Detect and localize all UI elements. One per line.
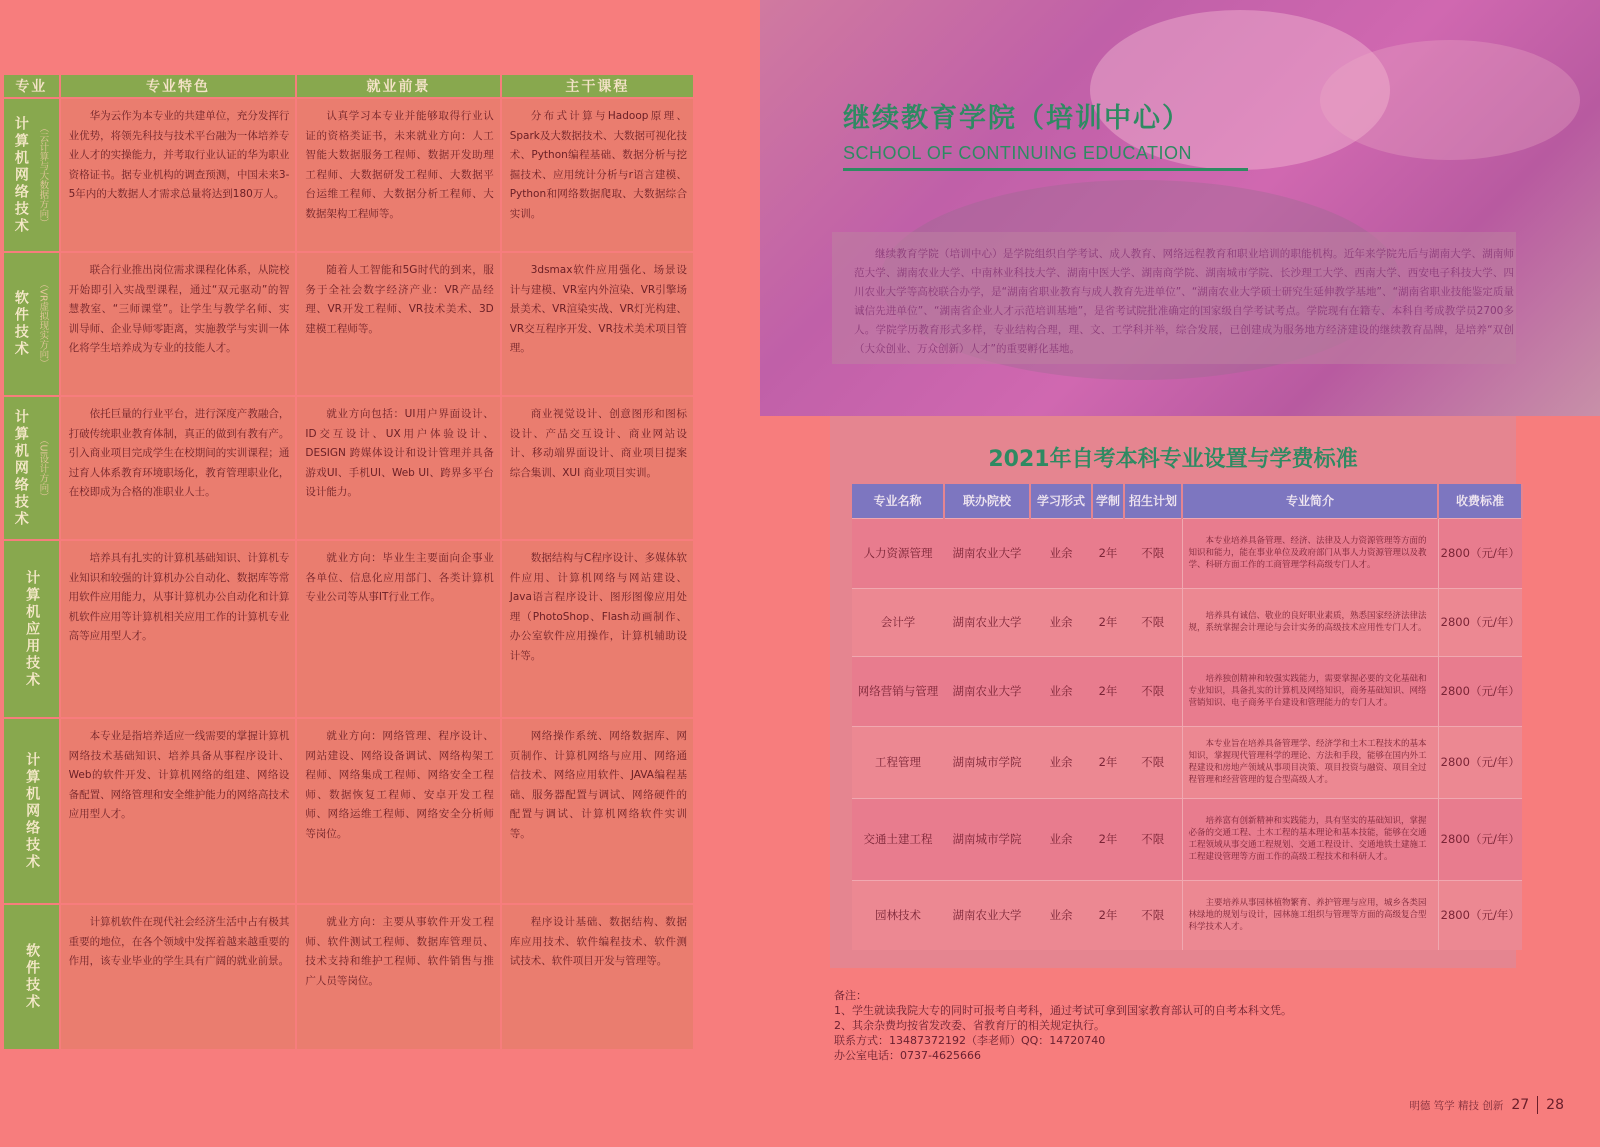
- table-row: [4, 905, 693, 1049]
- major-cell: [4, 541, 59, 717]
- enrollment-plan: 不限: [1124, 656, 1182, 726]
- header-school: 联办院校: [944, 484, 1030, 518]
- study-form: 业余: [1030, 656, 1092, 726]
- fee: 2800（元/年）: [1438, 880, 1522, 950]
- school-name: 湖南农业大学: [944, 880, 1030, 950]
- courses-cell: 商业视觉设计、创意图形和图标设计、产品交互设计、商业网站设计、移动端界面设计、商业项目提案综合集训、XUI 商业项目实训。: [502, 397, 693, 539]
- notes-heading: 备注：: [834, 989, 867, 1002]
- courses-cell: 分布式计算与Hadoop原理、Spark及大数据技术、大数据可视化技术、Python编程基础、数据分析与挖掘技术、应用统计分析与r语言建模、Python和网络数据爬取、大数据综合实训。: [502, 99, 693, 251]
- fee-table: [852, 484, 1523, 950]
- major-cell: [4, 719, 59, 903]
- courses-cell: 数据结构与C程序设计、多媒体软件应用、计算机网络与网站建设、Java语言程序设计、图形图像应用处理（PhotoShop、Flash动画制作、办公室软件应用操作，计算机辅助设计等。: [502, 541, 693, 717]
- study-form: 业余: [1030, 798, 1092, 880]
- contact-line: 联系方式：13487372192（李老师）QQ：14720740: [834, 1034, 1106, 1047]
- page-title: 继续教育学院（培训中心）: [843, 103, 1191, 134]
- major-cell: [4, 397, 59, 539]
- enrollment-plan: 不限: [1124, 726, 1182, 798]
- fee: 2800（元/年）: [1438, 518, 1522, 588]
- table-row: [852, 726, 1522, 798]
- office-phone-line: 办公室电话：0737-4625666: [834, 1049, 981, 1062]
- feature-cell: 华为云作为本专业的共建单位，充分发挥行业优势，将领先科技与技术平台融为一体培养专业人才的实操能力，并考取行业认证的华为职业资格证书。据专业机构的调查预测，中国未来3-5年内的大数据人才需求总量将达到180万人。: [61, 99, 296, 251]
- major-name: 工程管理: [852, 726, 944, 798]
- major-intro: 培养独创精神和较强实践能力，需要掌握必要的文化基础和专业知识，具备扎实的计算机及网络知识，商务基础知识、网络营销知识、电子商务平台建设和管理能力的专门人才。: [1182, 656, 1438, 726]
- study-form: 业余: [1030, 880, 1092, 950]
- study-years: 2年: [1092, 518, 1124, 588]
- table-row: [4, 541, 693, 717]
- study-form: 业余: [1030, 726, 1092, 798]
- study-years: 2年: [1092, 798, 1124, 880]
- career-cell: 认真学习本专业并能够取得行业认证的资格类证书，未来就业方向：人工智能大数据服务工程师、数据开发助理工程师、大数据研发工程师、大数据平台运维工程师、大数据分析工程师、大数据架构工程师等。: [297, 99, 499, 251]
- table-row: [4, 397, 693, 539]
- fee: 2800（元/年）: [1438, 588, 1522, 656]
- study-form: 业余: [1030, 588, 1092, 656]
- major-direction: （UI设计方向）: [37, 434, 49, 502]
- fee-table-header: [852, 484, 1522, 518]
- study-form: 业余: [1030, 518, 1092, 588]
- courses-cell: 3dsmax软件应用强化、场景设计与建模、VR室内外渲染、VR引擎场景美术、VR渲染实战、VR灯光构建、VR交互程序开发、VR技术美术项目管理。: [502, 253, 693, 395]
- header-intro: 专业简介: [1182, 484, 1438, 518]
- school-name: 湖南城市学院: [944, 798, 1030, 880]
- major-name: 计算机网络技术: [12, 408, 29, 528]
- note-line: 2、其余杂费均按省发改委、省教育厅的相关规定执行。: [834, 1019, 1105, 1032]
- major-name: 会计学: [852, 588, 944, 656]
- career-cell: 随着人工智能和5G时代的到来，服务于全社会数字经济产业：VR产品经理、VR开发工程师、VR技术美术、3D建模工程师等。: [297, 253, 499, 395]
- major-name: 软件技术: [24, 943, 41, 1011]
- notes-block: [834, 988, 1292, 1063]
- table-row: [852, 798, 1522, 880]
- major-name: 交通土建工程: [852, 798, 944, 880]
- table-row: [852, 518, 1522, 588]
- enrollment-plan: 不限: [1124, 798, 1182, 880]
- title-underline: [843, 168, 1248, 171]
- header-years: 学制: [1092, 484, 1124, 518]
- header-fee: 收费标准: [1438, 484, 1522, 518]
- school-name: 湖南城市学院: [944, 726, 1030, 798]
- feature-cell: 计算机软件在现代社会经济生活中占有极其重要的地位，在各个领域中发挥着越来越重要的作用，该专业毕业的学生具有广阔的就业前景。: [61, 905, 296, 1049]
- table-row: [4, 253, 693, 395]
- header-plan: 招生计划: [1124, 484, 1182, 518]
- table-row: [852, 588, 1522, 656]
- major-cell: [4, 905, 59, 1049]
- school-name: 湖南农业大学: [944, 518, 1030, 588]
- enrollment-plan: 不限: [1124, 588, 1182, 656]
- table-row: [4, 99, 693, 251]
- major-intro: 培养具有诚信、敬业的良好职业素质，熟悉国家经济法律法规，系统掌握会计理论与会计实务的高级技术应用性专门人才。: [1182, 588, 1438, 656]
- major-direction: （VR虚拟现实方向）: [37, 279, 49, 369]
- major-direction: （云计算与大数据方向）: [37, 122, 49, 228]
- study-years: 2年: [1092, 726, 1124, 798]
- major-name: 计算机网络技术: [12, 115, 29, 235]
- study-years: 2年: [1092, 880, 1124, 950]
- majors-table-header: [4, 75, 693, 97]
- major-cell: [4, 253, 59, 395]
- major-intro: 主要培养从事园林植物繁育、养护管理与应用，城乡各类园林绿地的规划与设计，园林施工组织与管理等方面的高级复合型科学技术人才。: [1182, 880, 1438, 950]
- major-name: 计算机网络技术: [24, 751, 41, 871]
- career-cell: 就业方向：毕业生主要面向企事业各单位、信息化应用部门、各类计算机专业公司等从事IT行业工作。: [297, 541, 499, 717]
- major-name: 软件技术: [12, 289, 29, 358]
- header-courses: 主干课程: [502, 75, 693, 97]
- page-footer: [1409, 1096, 1564, 1114]
- career-cell: 就业方向：主要从事软件开发工程师、软件测试工程师、数据库管理员、技术支持和维护工程师、软件销售与推广人员等岗位。: [297, 905, 499, 1049]
- enrollment-plan: 不限: [1124, 880, 1182, 950]
- school-motto: 明德 笃学 精技 创新: [1409, 1099, 1504, 1112]
- header-form: 学习形式: [1030, 484, 1092, 518]
- major-name: 人力资源管理: [852, 518, 944, 588]
- page-subtitle: SCHOOL OF CONTINUING EDUCATION: [843, 143, 1193, 163]
- intro-paragraph: 继续教育学院（培训中心）是学院组织自学考试、成人教育、网络远程教育和职业培训的职能机构。近年来学院先后与湖南大学、湖南师范大学、湖南农业大学、中南林业科技大学、湖南中医大学、湖南商学院、湖南城市学院、长沙理工大学、西南大学、西安电子科技大学、四川农业大学等高校联合办学，是“湖南省职业教育与成人教育先进单位”、“湖南农业大学硕士研究生延伸教学基地”、“湖南省职业技能鉴定质量诚信先进单位”、“湖南省企业人才示范培训基地”，是省考试院批准确定的国家级自学考试考点。学院现有在籍专、本科自考成教学员2700多人。学院学历教育形式多样，专业结构合理，理、文、工学科并举，综合发展，已创建成为服务地方经济建设的继续教育品牌，是培养“双创（大众创业、万众创新）人才”的重要孵化基地。: [854, 248, 1514, 355]
- courses-cell: 网络操作系统、网络数据库、网页制作、计算机网络与应用、网络通信技术、网络应用软件、JAVA编程基础、服务器配置与调试、网络硬件的配置与调试、计算机网络软件实训等。: [502, 719, 693, 903]
- enrollment-plan: 不限: [1124, 518, 1182, 588]
- major-intro: 培养富有创新精神和实践能力，具有坚实的基础知识，掌握必备的交通工程、土木工程的基本理论和基本技能，能够在交通工程领域从事交通工程规划、交通工程设计、交通地铁土建施工工程建设管理等方面工作的高级工程技术和科研人才。: [1182, 798, 1438, 880]
- page-number-left: 27: [1511, 1097, 1530, 1113]
- header-feature: 专业特色: [61, 75, 296, 97]
- header-major: 专业: [4, 75, 59, 97]
- table-row: [852, 880, 1522, 950]
- major-name: 园林技术: [852, 880, 944, 950]
- major-name: 计算机应用技术: [24, 569, 41, 689]
- header-career: 就业前景: [297, 75, 499, 97]
- feature-cell: 培养具有扎实的计算机基础知识、计算机专业知识和较强的计算机办公自动化、数据库等常用软件应用能力，从事计算机办公自动化和计算机软件应用等计算机相关应用工作的计算机专业高等应用型人才。: [61, 541, 296, 717]
- fee: 2800（元/年）: [1438, 798, 1522, 880]
- fee: 2800（元/年）: [1438, 656, 1522, 726]
- majors-table: [2, 73, 695, 1051]
- major-name: 网络营销与管理: [852, 656, 944, 726]
- study-years: 2年: [1092, 656, 1124, 726]
- school-name: 湖南农业大学: [944, 588, 1030, 656]
- header-major-name: 专业名称: [852, 484, 944, 518]
- career-cell: 就业方向包括：UI用户界面设计、ID交互设计、UX用户体验设计、DESIGN 跨媒体设计和设计管理并具备游戏UI、手机UI、Web UI、跨界多平台设计能力。: [297, 397, 499, 539]
- major-cell: [4, 99, 59, 251]
- feature-cell: 本专业是指培养适应一线需要的掌握计算机网络技术基础知识、培养具备从事程序设计、Web的软件开发、计算机网络的组建、网络设备配置、网络管理和安全维护能力的网络高技术应用型人才。: [61, 719, 296, 903]
- table-row: [4, 719, 693, 903]
- page-number-right: 28: [1546, 1097, 1564, 1113]
- table-row: [852, 656, 1522, 726]
- feature-cell: 依托巨量的行业平台，进行深度产教融合，打破传统职业教育体制，真正的做到有教有产。引入商业项目完成学生在校期间的实训课程；通过育人体系教育环境职场化，教育管理职业化，在校即成为合格的准职业人士。: [61, 397, 296, 539]
- career-cell: 就业方向：网络管理、程序设计、网站建设、网络设备调试、网络构架工程师、网络集成工程师、网络安全工程师、数据恢复工程师、安卓开发工程师、网络运维工程师、网络安全分析师等岗位。: [297, 719, 499, 903]
- courses-cell: 程序设计基础、数据结构、数据库应用技术、软件编程技术、软件测试技术、软件项目开发与管理等。: [502, 905, 693, 1049]
- page-number-divider: [1537, 1096, 1538, 1114]
- fee-table-title: 2021年自考本科专业设置与学费标准: [988, 447, 1358, 472]
- school-name: 湖南农业大学: [944, 656, 1030, 726]
- note-line: 1、学生就读我院大专的同时可报考自考科，通过考试可拿到国家教育部认可的自考本科文凭。: [834, 1004, 1292, 1017]
- fee: 2800（元/年）: [1438, 726, 1522, 798]
- major-intro: 本专业旨在培养具备管理学、经济学和土木工程技术的基本知识，掌握现代管理科学的理论、方法和手段，能够在国内外工程建设和房地产领域从事项目决策、项目投资与融资、项目全过程管理和经营管理的复合型高级人才。: [1182, 726, 1438, 798]
- major-intro: 本专业培养具备管理、经济、法律及人力资源管理等方面的知识和能力，能在事业单位及政府部门从事人力资源管理以及教学、科研方面工作的工商管理学科高级专门人才。: [1182, 518, 1438, 588]
- study-years: 2年: [1092, 588, 1124, 656]
- feature-cell: 联合行业推出岗位需求课程化体系，从院校开始即引入实战型课程，通过“双元驱动”的智慧教室、“三师课堂”。让学生与教学名师、实训导师、企业导师零距离，实施教学与实训一体化将学生培养成为专业的技能人才。: [61, 253, 296, 395]
